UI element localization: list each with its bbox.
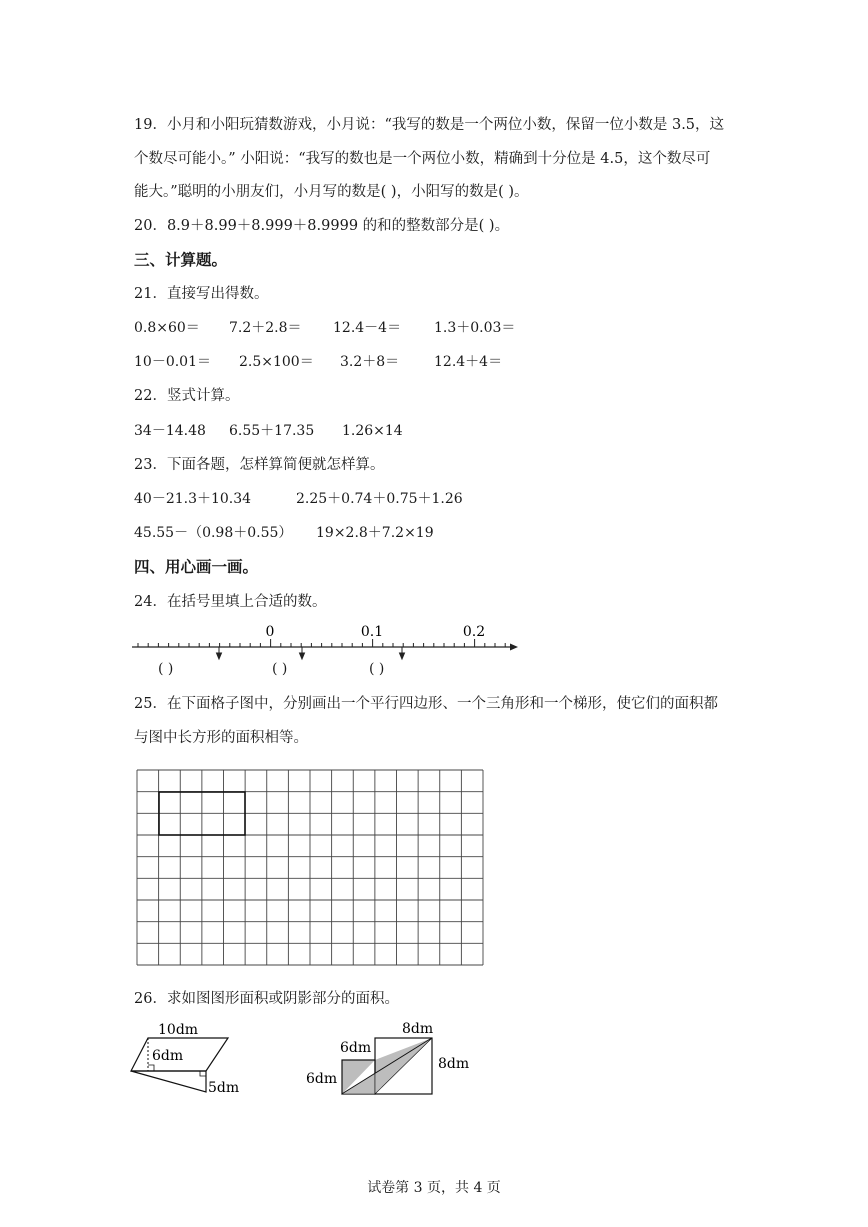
q23-title: 23．下面各题，怎样算简便就怎样算。 (134, 457, 385, 473)
q21-item: 12.4－4＝ (333, 320, 402, 336)
q23-item: 19×2.8＋7.2×19 (316, 525, 434, 541)
q22-title: 22．竖式计算。 (134, 388, 240, 404)
q21-item: 0.8×60＝ (134, 320, 200, 336)
fig2-right-top-label: 8dm (402, 1021, 434, 1037)
q19-line2: 个数尽可能小。” 小阳说：“我写的数也是一个两位小数，精确到十分位是 4.5，这个数尽可 (134, 151, 711, 167)
q21-item: 7.2＋2.8＝ (229, 320, 302, 336)
q21-item: 2.5×100＝ (239, 354, 314, 370)
section-title-drawing: 四、用心画一画。 (134, 558, 259, 576)
q19-line3: 能大。”聪明的小朋友们，小月写的数是( )，小阳写的数是( )。 (134, 184, 529, 200)
q19-line1: 19．小月和小阳玩猜数游戏，小月说：“我写的数是一个两位小数，保留一位小数是 3.5，这 (134, 117, 725, 133)
fig2-left-side-label: 6dm (306, 1071, 338, 1087)
fig2-right-side-label: 8dm (438, 1056, 470, 1072)
q21-item: 1.3＋0.03＝ (434, 320, 516, 336)
q24-title: 24．在括号里填上合适的数。 (134, 594, 327, 610)
q22-item: 6.55＋17.35 (229, 423, 315, 439)
fig1-top-label: 10dm (158, 1022, 199, 1038)
tick-label-0-2: 0.2 (462, 624, 486, 640)
section-title-calculation: 三、计算题。 (134, 251, 228, 269)
q21-item: 10－0.01＝ (134, 354, 211, 370)
q24-blank-3: ( ) (369, 661, 385, 677)
q25-line2: 与图中长方形的面积相等。 (134, 730, 308, 746)
fig1-height-label: 6dm (152, 1048, 184, 1064)
tick-label-0: 0 (265, 624, 275, 640)
q21-title: 21．直接写出得数。 (134, 286, 269, 302)
page-footer: 试卷第 3 页，共 4 页 (367, 1180, 501, 1196)
q24-blank-2: ( ) (272, 661, 288, 677)
q23-item: 2.25＋0.74＋0.75＋1.26 (296, 491, 463, 507)
fig2-left-top-label: 6dm (340, 1040, 372, 1056)
q24-blank-1: ( ) (158, 661, 174, 677)
q22-item: 1.26×14 (342, 423, 403, 439)
q21-item: 12.4＋4＝ (434, 354, 503, 370)
q25-line1: 25．在下面格子图中，分别画出一个平行四边形、一个三角形和一个梯形，使它们的面积都 (134, 696, 718, 712)
fig1-side-label: 5dm (208, 1080, 240, 1096)
q20-text: 20．8.9＋8.99＋8.999＋8.9999 的和的整数部分是( )。 (134, 218, 510, 234)
q23-item: 40－21.3＋10.34 (134, 491, 252, 507)
q26-title: 26．求如图图形面积或阴影部分的面积。 (134, 991, 399, 1007)
tick-label-0-1: 0.1 (360, 624, 384, 640)
figure-parallelogram-triangle (120, 1018, 250, 1100)
figure-two-squares-shaded (300, 1018, 480, 1108)
q21-item: 3.2＋8＝ (340, 354, 400, 370)
square-grid (136, 769, 484, 966)
q23-item: 45.55－（0.98＋0.55） (134, 525, 293, 541)
q22-item: 34－14.48 (134, 423, 206, 439)
